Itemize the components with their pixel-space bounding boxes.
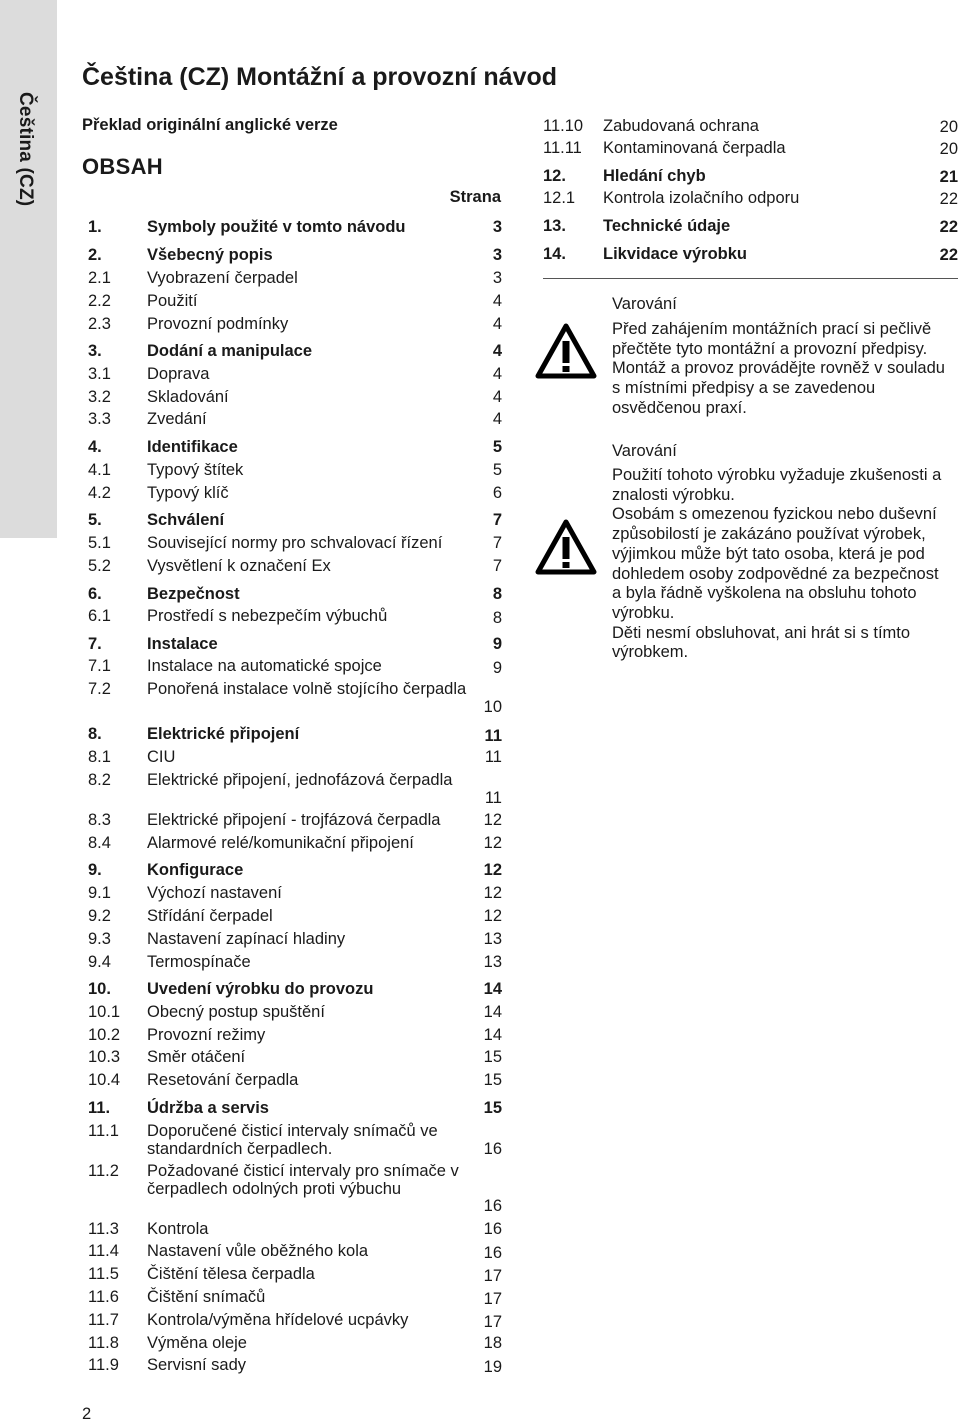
toc-entry-page: 8 xyxy=(492,609,502,627)
toc-entry-number: 11.5 xyxy=(88,1265,119,1283)
toc-entry-page: 4 xyxy=(492,315,502,333)
toc-entry-title: Doprava xyxy=(147,365,210,383)
toc-entry-title: Technické údaje xyxy=(603,217,731,235)
toc-entry-title: Uvedení výrobku do provozu xyxy=(147,980,374,998)
toc-entry-number: 2.1 xyxy=(88,269,111,287)
toc-entry-number: 9.4 xyxy=(88,953,111,971)
toc-entry-title: Údržba a servis xyxy=(147,1099,269,1117)
toc-entry-title: Zvedání xyxy=(147,410,207,428)
toc-entry-title: Prostředí s nebezpečím výbuchů xyxy=(147,607,388,625)
toc-entry-page: 7 xyxy=(492,534,502,552)
toc-entry-page: 20 xyxy=(939,118,958,136)
toc-entry-title: Čištění tělesa čerpadla xyxy=(147,1265,315,1283)
toc-entry-page: 5 xyxy=(492,461,502,479)
toc-entry-title: Typový klíč xyxy=(147,484,229,502)
toc-entry-page: 17 xyxy=(483,1290,502,1308)
divider-line xyxy=(543,278,958,279)
toc-entry-page: 4 xyxy=(492,342,502,360)
toc-entry-title: Vyobrazení čerpadel xyxy=(147,269,298,287)
toc-entry-number: 10.3 xyxy=(88,1048,121,1066)
toc-entry-title: Nastavení zapínací hladiny xyxy=(147,930,346,948)
toc-entry-number: 4.1 xyxy=(88,461,111,479)
toc-entry-page: 5 xyxy=(492,438,502,456)
toc-entry-number: 8.1 xyxy=(88,748,111,766)
toc-entry-page: 12 xyxy=(483,811,502,829)
toc-entry-number: 3.2 xyxy=(88,388,111,406)
toc-entry-number: 8. xyxy=(88,725,102,743)
toc-entry-number: 7.1 xyxy=(88,657,111,675)
toc-entry-page: 4 xyxy=(492,365,502,383)
toc-entry-title: Bezpečnost xyxy=(147,585,240,603)
toc-entry-title: Konfigurace xyxy=(147,861,244,879)
toc-entry-number: 3. xyxy=(88,342,102,360)
toc-entry-title: Kontrola/výměna hřídelové ucpávky xyxy=(147,1311,409,1329)
page-title xyxy=(82,63,557,92)
language-side-tab xyxy=(0,0,57,538)
translation-note: Překlad originální anglické verze xyxy=(82,116,338,134)
toc-entry-number: 7. xyxy=(88,635,102,653)
toc-entry-title: Symboly použité v tomto návodu xyxy=(147,218,406,236)
toc-entry-number: 1. xyxy=(88,218,102,236)
toc-entry-number: 5.1 xyxy=(88,534,111,552)
toc-entry-number: 8.3 xyxy=(88,811,111,829)
toc-entry-page: 4 xyxy=(492,388,502,406)
toc-entry-number: 2.3 xyxy=(88,315,111,333)
toc-entry-number: 9.3 xyxy=(88,930,111,948)
toc-entry-title: Zabudovaná ochrana xyxy=(603,117,759,135)
toc-entry-number: 10.1 xyxy=(88,1003,121,1021)
toc-entry-title: CIU xyxy=(147,748,176,766)
toc-entry-number: 9.1 xyxy=(88,884,111,902)
toc-entry-page: 6 xyxy=(492,484,502,502)
toc-entry-page: 15 xyxy=(483,1099,502,1117)
toc-entry-number: 12.1 xyxy=(543,189,576,207)
toc-entry-title: Kontaminovaná čerpadla xyxy=(603,139,786,157)
warning-text-line: Použití tohoto výrobku vyžaduje zkušenosti a znalosti výrobku. xyxy=(612,466,942,504)
toc-entry-page: 20 xyxy=(939,140,958,158)
toc-entry-title: Resetování čerpadla xyxy=(147,1071,299,1089)
toc-entry-page: 3 xyxy=(492,269,502,287)
toc-entry-number: 6.1 xyxy=(88,607,111,625)
toc-entry-number: 9. xyxy=(88,861,102,879)
toc-entry-title: Výměna oleje xyxy=(147,1334,247,1352)
toc-entry-number: 10.4 xyxy=(88,1071,121,1089)
toc-entry-number: 11.2 xyxy=(88,1162,119,1180)
toc-entry-number: 11.7 xyxy=(88,1311,119,1329)
toc-entry-title: Provozní podmínky xyxy=(147,315,289,333)
toc-entry-page: 3 xyxy=(492,246,502,264)
warning-triangle-icon xyxy=(535,519,597,575)
toc-entry-number: 4. xyxy=(88,438,102,456)
toc-entry-page: 16 xyxy=(483,1244,502,1262)
toc-entry-number: 2. xyxy=(88,246,102,264)
toc-entry-page: 12 xyxy=(483,861,502,879)
toc-entry-page: 17 xyxy=(483,1267,502,1285)
warning-triangle-icon xyxy=(535,323,597,379)
toc-entry-title: Provozní režimy xyxy=(147,1026,266,1044)
toc-entry-page: 21 xyxy=(939,168,958,186)
toc-entry-title: Ponořená instalace volně stojícího čerpadla xyxy=(147,680,467,698)
toc-entry-number: 14. xyxy=(543,245,566,263)
toc-entry-page: 16 xyxy=(483,1197,502,1215)
toc-entry-page: 4 xyxy=(492,410,502,428)
toc-entry-title: Instalace xyxy=(147,635,218,653)
toc-entry-page: 9 xyxy=(492,659,502,677)
toc-entry-title: Čištění snímačů xyxy=(147,1288,266,1306)
toc-entry-title: Skladování xyxy=(147,388,229,406)
toc-entry-number: 4.2 xyxy=(88,484,111,502)
toc-entry-page: 13 xyxy=(483,930,502,948)
warning-text-line: Osobám s omezenou fyzickou nebo duševní způsobilostí je zakázáno používat výrobek, výjimkou může být tato osoba, která je pod dohledem osoby zodpovědné za bezpečnost a byla řádně vyškolena na obsluhu tohoto výrobku. xyxy=(612,505,939,622)
toc-entry-page: 16 xyxy=(483,1220,502,1238)
page-number: 2 xyxy=(82,1405,92,1421)
toc-entry-page: 13 xyxy=(483,953,502,971)
toc-entry-title: Směr otáčení xyxy=(147,1048,246,1066)
toc-entry-page: 11 xyxy=(484,789,502,807)
toc-entry-page: 4 xyxy=(492,292,502,310)
toc-entry-page: 12 xyxy=(483,834,502,852)
toc-entry-page: 14 xyxy=(483,1003,502,1021)
toc-entry-number: 11. xyxy=(88,1099,111,1117)
toc-entry-title: Elektrické připojení, jednofázová čerpadla xyxy=(147,771,453,789)
toc-entry-title: Kontrola xyxy=(147,1220,209,1238)
toc-entry-title: Výchozí nastavení xyxy=(147,884,282,902)
warning-label: Varování xyxy=(612,442,677,460)
toc-entry-number: 11.1 xyxy=(88,1122,119,1140)
toc-entry-number: 8.4 xyxy=(88,834,111,852)
toc-entry-title: Použití xyxy=(147,292,198,310)
toc-entry-number: 11.11 xyxy=(543,139,582,157)
toc-entry-number: 11.8 xyxy=(88,1334,119,1352)
toc-entry-page: 16 xyxy=(483,1140,502,1158)
toc-entry-page: 17 xyxy=(483,1313,502,1331)
toc-entry-page: 8 xyxy=(492,585,502,603)
toc-entry-page: 3 xyxy=(492,218,502,236)
toc-entry-number: 10.2 xyxy=(88,1026,121,1044)
toc-entry-title: Elektrické připojení xyxy=(147,725,300,743)
toc-entry-number: 3.1 xyxy=(88,365,111,383)
toc-entry-page: 22 xyxy=(939,246,958,264)
toc-entry-title: Vysvětlení k označení Ex xyxy=(147,557,331,575)
toc-entry-page: 11 xyxy=(484,727,502,745)
toc-entry-page: 15 xyxy=(483,1071,502,1089)
warning-label: Varování xyxy=(612,295,677,313)
toc-entry-title: Typový štítek xyxy=(147,461,244,479)
toc-entry-title: Doporučené čisticí intervaly snímačů ve standardních čerpadlech. xyxy=(147,1122,438,1158)
toc-entry-title: Alarmové relé/komunikační připojení xyxy=(147,834,414,852)
warning-text: Před zahájením montážních prací si pečlivě přečtěte tyto montážní a provozní předpisy. Montáž a provoz provádějte rovněž v souladu s místními předpisy a se zavedenou osvědčenou praxí. xyxy=(612,320,945,417)
toc-entry-number: 5. xyxy=(88,511,102,529)
title-language: Čeština (CZ) xyxy=(82,63,230,91)
toc-entry-number: 11.3 xyxy=(88,1220,119,1238)
toc-entry-title: Instalace na automatické spojce xyxy=(147,657,382,675)
toc-entry-number: 6. xyxy=(88,585,102,603)
toc-entry-title: Termospínače xyxy=(147,953,251,971)
toc-entry-page: 10 xyxy=(483,698,502,716)
toc-entry-page: 14 xyxy=(483,1026,502,1044)
toc-entry-number: 7.2 xyxy=(88,680,111,698)
toc-entry-title: Kontrola izolačního odporu xyxy=(603,189,800,207)
toc-entry-title: Požadované čisticí intervaly pro snímače v čerpadlech odolných proti výbuchu xyxy=(147,1162,459,1198)
toc-entry-title: Střídání čerpadel xyxy=(147,907,273,925)
toc-entry-title: Všebecný popis xyxy=(147,246,273,264)
page-column-label: Strana xyxy=(449,188,501,206)
toc-entry-title: Servisní sady xyxy=(147,1356,247,1374)
toc-entry-page: 7 xyxy=(492,557,502,575)
toc-entry-number: 11.6 xyxy=(88,1288,119,1306)
toc-entry-page: 9 xyxy=(492,635,502,653)
toc-entry-number: 13. xyxy=(543,217,566,235)
toc-entry-page: 22 xyxy=(939,218,958,236)
toc-entry-number: 11.4 xyxy=(88,1242,119,1260)
side-tab-label: Čeština (CZ) xyxy=(15,92,36,207)
toc-entry-page: 22 xyxy=(939,190,958,208)
toc-entry-page: 15 xyxy=(483,1048,502,1066)
toc-entry-number: 9.2 xyxy=(88,907,111,925)
toc-entry-page: 19 xyxy=(483,1358,502,1376)
toc-entry-number: 10. xyxy=(88,980,111,998)
toc-entry-page: 12 xyxy=(483,884,502,902)
toc-entry-number: 2.2 xyxy=(88,292,111,310)
toc-heading: OBSAH xyxy=(82,154,163,179)
toc-entry-page: 14 xyxy=(483,980,502,998)
toc-entry-number: 8.2 xyxy=(88,771,111,789)
toc-entry-title: Hledání chyb xyxy=(603,167,706,185)
warning-text-line: Děti nesmí obsluhovat, ani hrát si s tímto výrobkem. xyxy=(612,623,911,662)
toc-entry-title: Elektrické připojení - trojfázová čerpadla xyxy=(147,811,441,829)
toc-entry-number: 12. xyxy=(543,167,566,185)
toc-entry-number: 11.9 xyxy=(88,1356,119,1374)
toc-entry-page: 12 xyxy=(483,907,502,925)
title-text: Montážní a provozní návod xyxy=(229,63,558,91)
toc-entry-number: 5.2 xyxy=(88,557,111,575)
toc-entry-title: Schválení xyxy=(147,511,225,529)
toc-entry-page: 11 xyxy=(484,748,502,766)
toc-entry-title: Nastavení vůle oběžného kola xyxy=(147,1242,369,1260)
toc-entry-title: Likvidace výrobku xyxy=(603,245,747,263)
toc-entry-number: 11.10 xyxy=(543,117,584,135)
toc-entry-title: Související normy pro schvalovací řízení xyxy=(147,534,443,552)
toc-entry-title: Obecný postup spuštění xyxy=(147,1003,325,1021)
toc-entry-title: Identifikace xyxy=(147,438,238,456)
toc-entry-page: 18 xyxy=(483,1334,502,1352)
toc-entry-number: 3.3 xyxy=(88,410,111,428)
toc-entry-title: Dodání a manipulace xyxy=(147,342,313,360)
toc-entry-page: 7 xyxy=(492,511,502,529)
warning-text xyxy=(612,466,952,663)
